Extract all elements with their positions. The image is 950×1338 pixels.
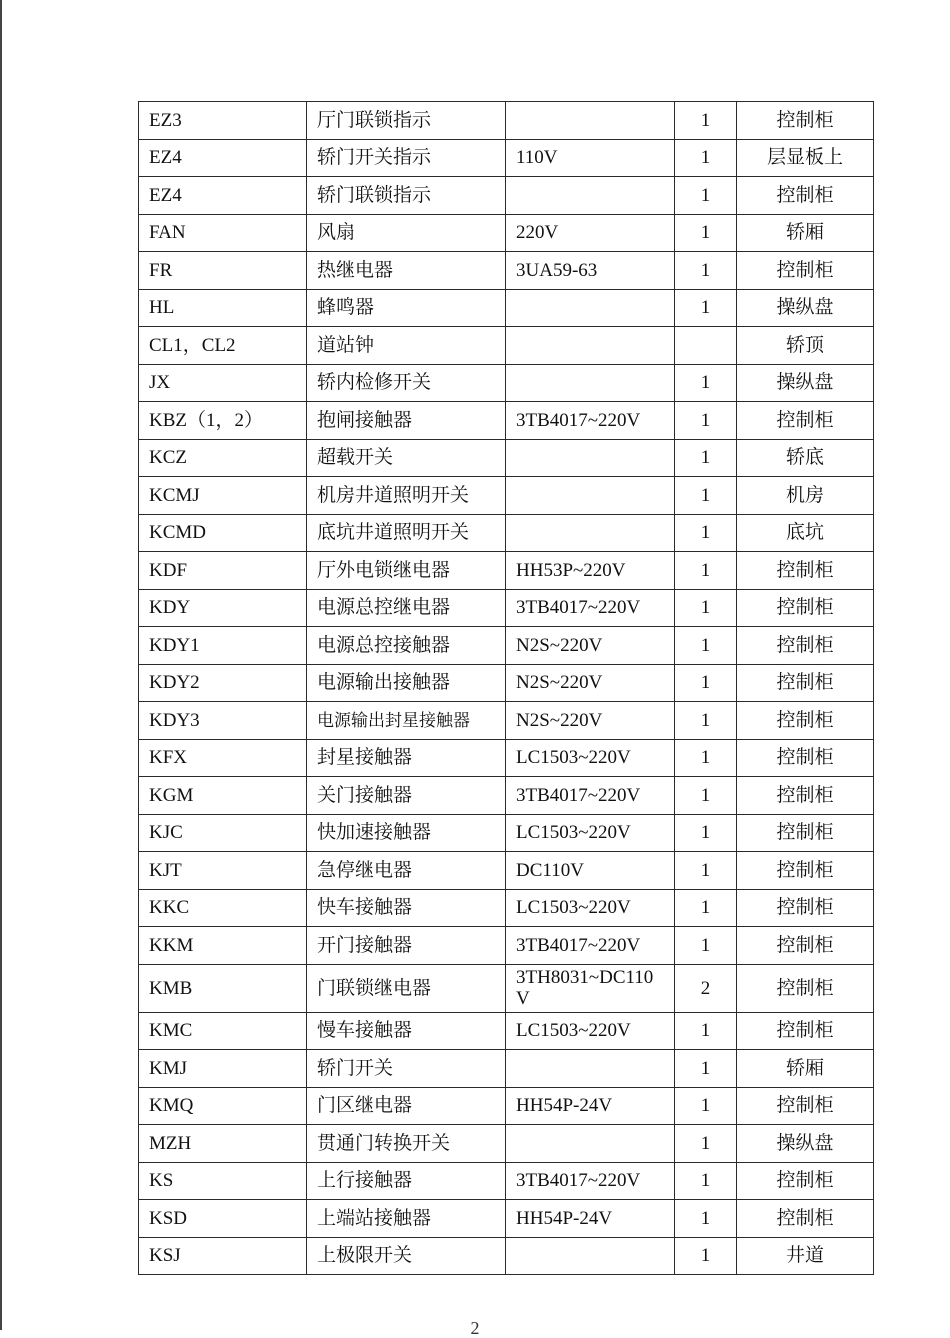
- component-spec: [506, 102, 675, 140]
- table-row: [139, 852, 874, 890]
- component-code: KCZ: [139, 439, 307, 477]
- component-location: 控制柜: [737, 852, 874, 890]
- table-row: [139, 927, 874, 965]
- component-spec: [506, 1125, 675, 1163]
- component-code: KDY1: [139, 627, 307, 665]
- table-row: [139, 364, 874, 402]
- component-quantity: 1: [675, 702, 737, 740]
- component-table-body: [139, 102, 874, 1275]
- component-spec: HH54P-24V: [506, 1200, 675, 1238]
- component-code: KDY: [139, 589, 307, 627]
- component-quantity: 1: [675, 289, 737, 327]
- component-code: KGM: [139, 777, 307, 815]
- component-spec: [506, 327, 675, 365]
- table-row: [139, 1125, 874, 1163]
- component-name: 开门接触器: [307, 927, 506, 965]
- table-row: [139, 777, 874, 815]
- table-row: [139, 702, 874, 740]
- component-code: KMJ: [139, 1050, 307, 1088]
- component-code: JX: [139, 364, 307, 402]
- component-code: FAN: [139, 214, 307, 252]
- component-code: KSJ: [139, 1237, 307, 1275]
- component-quantity: 1: [675, 514, 737, 552]
- component-spec: 220V: [506, 214, 675, 252]
- table-row: [139, 664, 874, 702]
- component-spec: 3UA59-63: [506, 252, 675, 290]
- component-name: 快加速接触器: [307, 814, 506, 852]
- component-quantity: 1: [675, 852, 737, 890]
- component-code: MZH: [139, 1125, 307, 1163]
- component-code: KJT: [139, 852, 307, 890]
- component-name: 底坑井道照明开关: [307, 514, 506, 552]
- table-row: [139, 177, 874, 215]
- component-location: 控制柜: [737, 1200, 874, 1238]
- component-name: 蜂鸣器: [307, 289, 506, 327]
- component-spec: [506, 364, 675, 402]
- component-spec: [506, 289, 675, 327]
- page-left-edge: [0, 0, 2, 1330]
- component-code: KKM: [139, 927, 307, 965]
- component-quantity: 1: [675, 177, 737, 215]
- component-code: EZ3: [139, 102, 307, 140]
- component-spec: [506, 477, 675, 515]
- component-code: KFX: [139, 739, 307, 777]
- component-location: 机房: [737, 477, 874, 515]
- component-location: 控制柜: [737, 814, 874, 852]
- component-spec: HH54P-24V: [506, 1087, 675, 1125]
- table-row: [139, 552, 874, 590]
- component-location: 轿厢: [737, 1050, 874, 1088]
- component-quantity: 1: [675, 1012, 737, 1050]
- component-code: KJC: [139, 814, 307, 852]
- component-name: 电源总控接触器: [307, 627, 506, 665]
- component-location: 控制柜: [737, 402, 874, 440]
- component-quantity: 1: [675, 1125, 737, 1163]
- component-name: 超载开关: [307, 439, 506, 477]
- table-row: [139, 889, 874, 927]
- table-row: [139, 477, 874, 515]
- component-quantity: 1: [675, 1200, 737, 1238]
- table-row: [139, 327, 874, 365]
- component-code: KMB: [139, 964, 307, 1012]
- table-row: [139, 1087, 874, 1125]
- table-row: [139, 439, 874, 477]
- component-code: KCMJ: [139, 477, 307, 515]
- component-code: KS: [139, 1162, 307, 1200]
- component-location: 控制柜: [737, 1087, 874, 1125]
- component-location: 控制柜: [737, 702, 874, 740]
- component-name: 轿门联锁指示: [307, 177, 506, 215]
- component-code: HL: [139, 289, 307, 327]
- component-quantity: 1: [675, 739, 737, 777]
- component-name: 抱闸接触器: [307, 402, 506, 440]
- component-spec: [506, 1237, 675, 1275]
- component-name: 轿内检修开关: [307, 364, 506, 402]
- component-spec: 3TH8031~DC110V: [506, 964, 675, 1012]
- component-code: KMC: [139, 1012, 307, 1050]
- component-code: KDY3: [139, 702, 307, 740]
- component-location: 控制柜: [737, 1162, 874, 1200]
- component-location: 控制柜: [737, 739, 874, 777]
- component-location: 控制柜: [737, 664, 874, 702]
- component-quantity: 1: [675, 889, 737, 927]
- component-quantity: 1: [675, 552, 737, 590]
- component-table: [138, 101, 874, 1275]
- component-location: 控制柜: [737, 777, 874, 815]
- component-location: 轿顶: [737, 327, 874, 365]
- component-name: 电源输出封星接触器: [307, 702, 506, 740]
- component-quantity: 1: [675, 664, 737, 702]
- component-location: 井道: [737, 1237, 874, 1275]
- component-spec: [506, 1050, 675, 1088]
- component-quantity: 1: [675, 477, 737, 515]
- component-spec: 3TB4017~220V: [506, 1162, 675, 1200]
- component-quantity: 1: [675, 627, 737, 665]
- component-code: EZ4: [139, 139, 307, 177]
- component-name: 上端站接触器: [307, 1200, 506, 1238]
- component-code: KCMD: [139, 514, 307, 552]
- component-spec: LC1503~220V: [506, 889, 675, 927]
- component-spec: [506, 177, 675, 215]
- component-quantity: 1: [675, 402, 737, 440]
- component-code: KBZ（1，2）: [139, 402, 307, 440]
- page-number: 2: [470, 1318, 480, 1338]
- component-quantity: 1: [675, 1087, 737, 1125]
- component-code: CL1，CL2: [139, 327, 307, 365]
- component-name: 门联锁继电器: [307, 964, 506, 1012]
- table-row: [139, 964, 874, 1012]
- component-name: 电源输出接触器: [307, 664, 506, 702]
- component-quantity: 1: [675, 1162, 737, 1200]
- table-row: [139, 252, 874, 290]
- component-name: 封星接触器: [307, 739, 506, 777]
- component-spec: 3TB4017~220V: [506, 589, 675, 627]
- component-name: 轿门开关指示: [307, 139, 506, 177]
- component-name: 热继电器: [307, 252, 506, 290]
- component-name: 机房井道照明开关: [307, 477, 506, 515]
- table-row: [139, 1162, 874, 1200]
- component-name: 上极限开关: [307, 1237, 506, 1275]
- table-row: [139, 102, 874, 140]
- component-name: 关门接触器: [307, 777, 506, 815]
- component-spec: LC1503~220V: [506, 1012, 675, 1050]
- component-name: 电源总控继电器: [307, 589, 506, 627]
- component-name: 快车接触器: [307, 889, 506, 927]
- table-row: [139, 627, 874, 665]
- component-name: 急停继电器: [307, 852, 506, 890]
- table-row: [139, 814, 874, 852]
- component-code: FR: [139, 252, 307, 290]
- component-name: 慢车接触器: [307, 1012, 506, 1050]
- component-spec: 3TB4017~220V: [506, 777, 675, 815]
- table-row: [139, 589, 874, 627]
- component-location: 控制柜: [737, 889, 874, 927]
- component-spec: [506, 514, 675, 552]
- component-location: 轿底: [737, 439, 874, 477]
- component-location: 轿厢: [737, 214, 874, 252]
- component-name: 上行接触器: [307, 1162, 506, 1200]
- component-location: 层显板上: [737, 139, 874, 177]
- component-quantity: 1: [675, 1237, 737, 1275]
- component-name: 道站钟: [307, 327, 506, 365]
- component-spec: LC1503~220V: [506, 739, 675, 777]
- component-quantity: 1: [675, 1050, 737, 1088]
- component-name: 门区继电器: [307, 1087, 506, 1125]
- table-row: [139, 1012, 874, 1050]
- table-row: [139, 214, 874, 252]
- component-location: 操纵盘: [737, 364, 874, 402]
- component-quantity: 1: [675, 927, 737, 965]
- table-row: [139, 1237, 874, 1275]
- component-spec: DC110V: [506, 852, 675, 890]
- component-spec: LC1503~220V: [506, 814, 675, 852]
- component-spec: N2S~220V: [506, 664, 675, 702]
- component-quantity: 1: [675, 814, 737, 852]
- component-name: 贯通门转换开关: [307, 1125, 506, 1163]
- table-row: [139, 1050, 874, 1088]
- component-location: 控制柜: [737, 964, 874, 1012]
- component-location: 控制柜: [737, 589, 874, 627]
- component-quantity: 1: [675, 439, 737, 477]
- table-row: [139, 1200, 874, 1238]
- component-spec: 3TB4017~220V: [506, 402, 675, 440]
- component-location: 控制柜: [737, 627, 874, 665]
- component-location: 底坑: [737, 514, 874, 552]
- component-name: 风扇: [307, 214, 506, 252]
- component-code: KSD: [139, 1200, 307, 1238]
- component-quantity: 1: [675, 252, 737, 290]
- component-quantity: 2: [675, 964, 737, 1012]
- component-location: 控制柜: [737, 552, 874, 590]
- component-quantity: [675, 327, 737, 365]
- component-name: 轿门开关: [307, 1050, 506, 1088]
- component-location: 操纵盘: [737, 1125, 874, 1163]
- component-code: KKC: [139, 889, 307, 927]
- component-name: 厅外电锁继电器: [307, 552, 506, 590]
- table-row: [139, 739, 874, 777]
- component-location: 控制柜: [737, 1012, 874, 1050]
- component-quantity: 1: [675, 102, 737, 140]
- component-quantity: 1: [675, 214, 737, 252]
- component-location: 控制柜: [737, 927, 874, 965]
- table-row: [139, 402, 874, 440]
- component-location: 控制柜: [737, 177, 874, 215]
- table-row: [139, 514, 874, 552]
- component-quantity: 1: [675, 364, 737, 402]
- table-row: [139, 139, 874, 177]
- component-quantity: 1: [675, 139, 737, 177]
- component-quantity: 1: [675, 589, 737, 627]
- component-location: 控制柜: [737, 252, 874, 290]
- component-spec: [506, 439, 675, 477]
- component-code: KMQ: [139, 1087, 307, 1125]
- table-row: [139, 289, 874, 327]
- component-code: EZ4: [139, 177, 307, 215]
- component-spec: 110V: [506, 139, 675, 177]
- component-code: KDY2: [139, 664, 307, 702]
- component-spec: HH53P~220V: [506, 552, 675, 590]
- component-location: 控制柜: [737, 102, 874, 140]
- component-spec: N2S~220V: [506, 627, 675, 665]
- component-name: 厅门联锁指示: [307, 102, 506, 140]
- component-code: KDF: [139, 552, 307, 590]
- component-location: 操纵盘: [737, 289, 874, 327]
- component-spec: 3TB4017~220V: [506, 927, 675, 965]
- component-spec: N2S~220V: [506, 702, 675, 740]
- component-quantity: 1: [675, 777, 737, 815]
